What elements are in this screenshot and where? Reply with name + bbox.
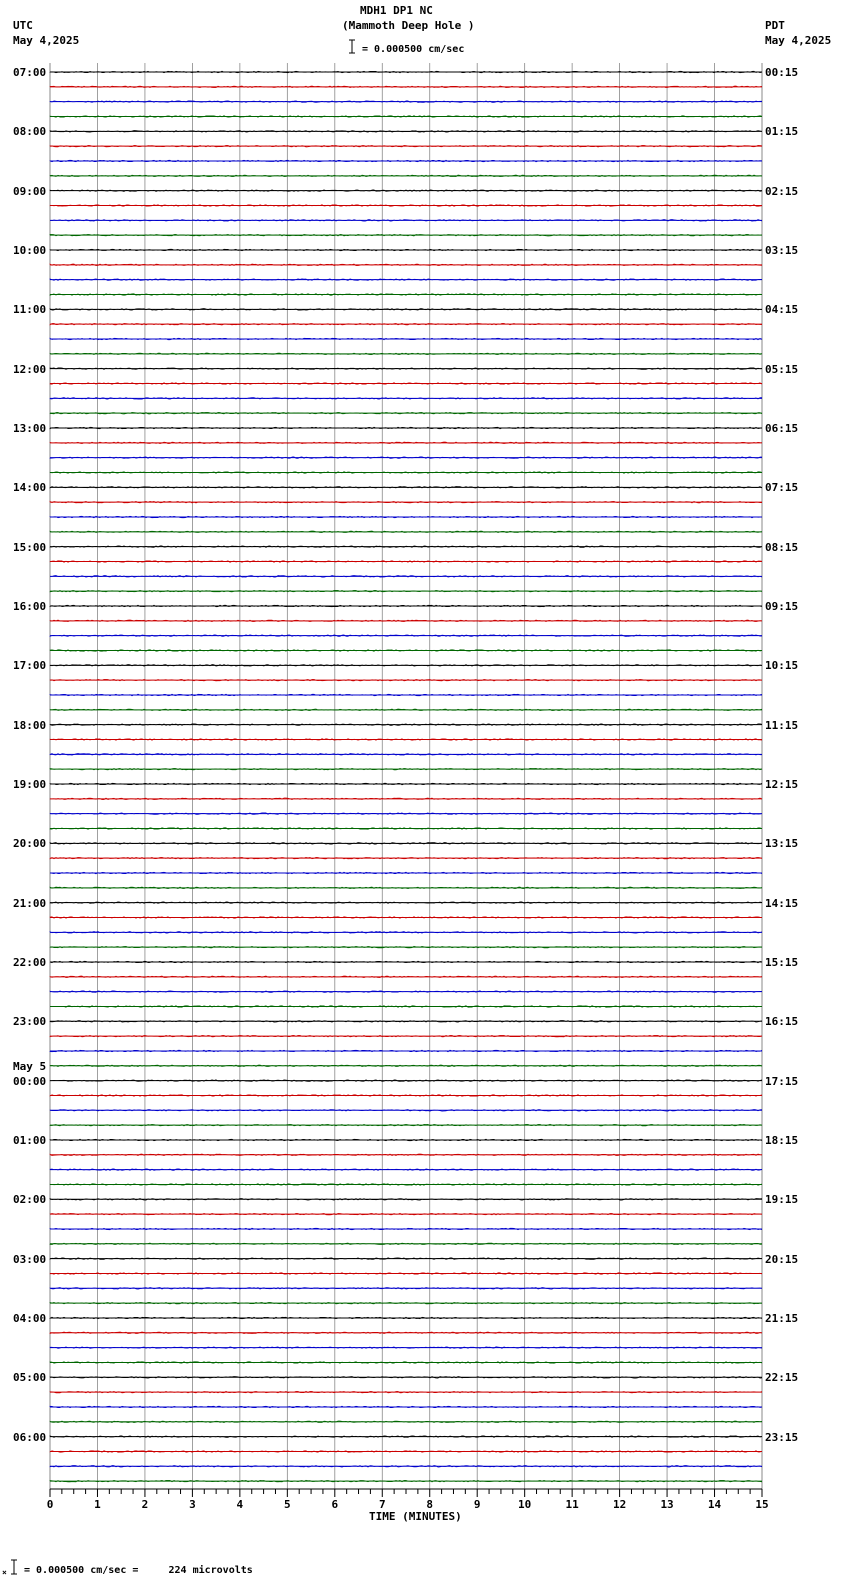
left-hour-label: 03:00 [13, 1252, 47, 1266]
trace-66 [50, 1050, 762, 1052]
right-hour-label: 19:15 [765, 1193, 799, 1207]
trace-58 [50, 932, 762, 934]
x-tick-label: 13 [660, 1498, 674, 1511]
station-title: MDH1 DP1 NC [360, 4, 433, 17]
right-hour-label: 20:15 [765, 1252, 799, 1266]
right-hour-label: 23:15 [765, 1430, 799, 1444]
trace-layer [50, 71, 762, 1482]
trace-64 [50, 1021, 762, 1023]
x-tick-label: 14 [707, 1498, 722, 1511]
x-tick-label: 7 [378, 1498, 386, 1511]
right-hour-label: 15:15 [765, 955, 799, 969]
left-hour-label: 08:00 [13, 125, 47, 139]
left-hour-label: 01:00 [13, 1133, 47, 1147]
x-tick-label: 9 [473, 1498, 481, 1511]
location-title: (Mammoth Deep Hole ) [342, 19, 475, 32]
x-tick-label: 0 [46, 1498, 54, 1511]
right-hour-label: 11:15 [765, 718, 799, 732]
trace-18 [50, 338, 762, 340]
x-tick-label: 11 [565, 1498, 579, 1511]
x-tick-label: 5 [284, 1498, 291, 1511]
trace-56 [50, 902, 762, 904]
trace-24 [50, 427, 762, 429]
left-timezone: UTC [13, 19, 33, 32]
trace-40 [50, 665, 762, 667]
grid-layer [50, 63, 762, 1489]
footer-scale-bar-icon [11, 1560, 17, 1574]
right-hour-label: 16:15 [765, 1015, 799, 1029]
trace-33 [50, 561, 762, 563]
footer-marker: × [2, 1568, 7, 1577]
right-timezone: PDT [765, 19, 785, 32]
right-hour-label: 07:15 [765, 481, 799, 495]
left-hour-label: 16:00 [13, 599, 47, 613]
right-hour-label: 21:15 [765, 1311, 799, 1325]
left-hour-label: 22:00 [13, 955, 47, 969]
left-hour-label: 11:00 [13, 303, 47, 317]
left-hour-label: 04:00 [13, 1311, 47, 1325]
left-hour-label: 17:00 [13, 659, 47, 673]
x-tick-label: 8 [426, 1498, 434, 1511]
right-hour-label: 01:15 [765, 125, 799, 139]
left-hour-label: 21:00 [13, 896, 47, 910]
left-hour-label: 10:00 [13, 243, 47, 257]
right-hour-label: 08:15 [765, 540, 799, 554]
x-axis-label: TIME (MINUTES) [369, 1510, 462, 1523]
trace-78 [50, 1228, 762, 1230]
right-hour-label: 04:15 [765, 303, 799, 317]
left-hour-label: 13:00 [13, 421, 47, 435]
x-tick-label: 4 [236, 1498, 244, 1511]
x-tick-label: 15 [755, 1498, 769, 1511]
date-change-label: May 5 [13, 1059, 47, 1073]
left-hour-label: 06:00 [13, 1430, 47, 1444]
x-tick-label: 1 [94, 1498, 101, 1511]
scale-label: = 0.000500 cm/sec [362, 44, 465, 55]
trace-79 [50, 1243, 762, 1245]
trace-41 [50, 679, 762, 681]
left-date: May 4,2025 [13, 34, 80, 47]
footer-scale-note: = 0.000500 cm/sec = 224 microvolts [24, 1565, 253, 1576]
right-hour-label: 06:15 [765, 421, 799, 435]
right-hour-label: 22:15 [765, 1371, 799, 1385]
left-hour-label: 23:00 [13, 1015, 47, 1029]
left-hour-label: 00:00 [13, 1074, 47, 1088]
right-hour-label: 03:15 [765, 243, 799, 257]
right-hour-label: 17:15 [765, 1074, 799, 1088]
x-tick-label: 12 [612, 1498, 627, 1511]
right-hour-label: 13:15 [765, 837, 799, 851]
left-hour-label: 20:00 [13, 837, 47, 851]
left-hour-label: 18:00 [13, 718, 47, 732]
trace-90 [50, 1406, 762, 1408]
scale-bar-icon [349, 40, 355, 53]
x-tick-label: 6 [331, 1498, 339, 1511]
x-tick-label: 2 [141, 1498, 149, 1511]
left-hour-label: 05:00 [13, 1371, 47, 1385]
trace-37 [50, 620, 762, 622]
trace-74 [50, 1169, 762, 1171]
left-hour-label: 02:00 [13, 1193, 47, 1207]
trace-7 [50, 175, 762, 177]
left-hour-label: 07:00 [13, 66, 47, 79]
right-hour-label: 00:15 [765, 66, 799, 79]
right-hour-label: 05:15 [765, 362, 799, 376]
left-hour-label: 19:00 [13, 777, 47, 791]
right-hour-label: 09:15 [765, 599, 799, 613]
trace-91 [50, 1421, 762, 1423]
trace-0 [50, 71, 762, 73]
right-date: May 4,2025 [765, 34, 832, 47]
left-hour-label: 15:00 [13, 540, 47, 554]
right-hour-label: 10:15 [765, 659, 799, 673]
left-hour-label: 12:00 [13, 362, 47, 376]
left-hour-label: 14:00 [13, 481, 47, 495]
trace-62 [50, 991, 762, 993]
x-axis [47, 1489, 769, 1511]
right-hour-label: 02:15 [765, 184, 799, 198]
right-hour-label: 14:15 [765, 896, 799, 910]
right-hour-label: 18:15 [765, 1133, 799, 1147]
x-tick-label: 3 [189, 1498, 196, 1511]
right-hour-label: 12:15 [765, 777, 799, 791]
trace-45 [50, 739, 762, 741]
trace-72 [50, 1139, 762, 1141]
x-tick-label: 10 [518, 1498, 532, 1511]
left-hour-label: 09:00 [13, 184, 47, 198]
